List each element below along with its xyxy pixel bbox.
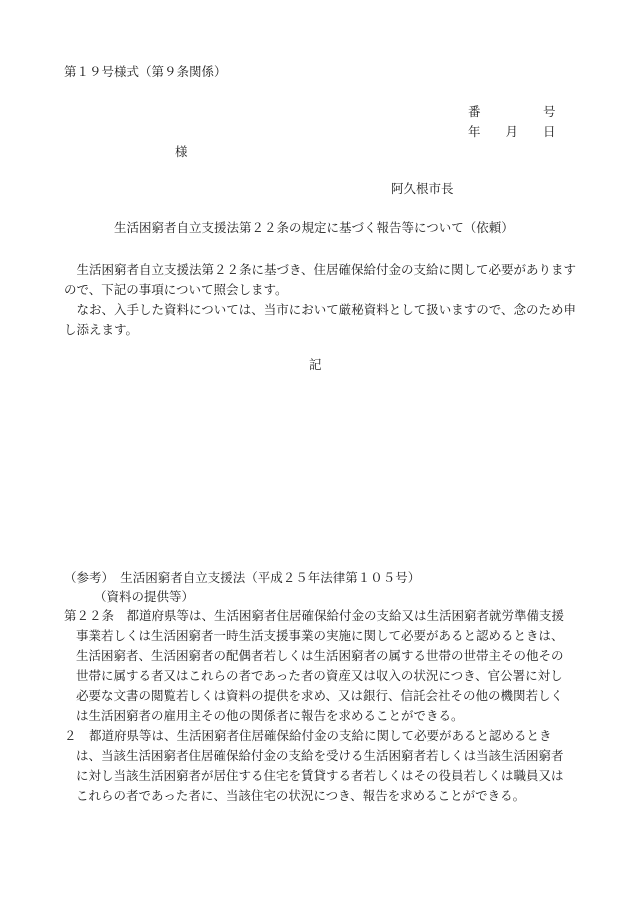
sender: 阿久根市長 [391, 181, 454, 196]
reference-heading: （参考） 生活困窮者自立支援法（平成２５年法律第１０５号） [64, 570, 421, 585]
article-22-paragraph-2: ２ 都道府県等は、生活困窮者住居確保給付金の支給に関して必要があると認めるときは、当該生活困窮者住居確保給付金の支給を受ける生活困窮者若しくは当該生活困窮者に対し当該生活困窮者が居住する住宅を賃貸する者若しくはその役員若しくは職員又はこれらの者であった者に、当該住宅の状況につき、報告を求めることができる。 [64, 728, 564, 803]
article-22: 第２２条 都道府県等は、生活困窮者住居確保給付金の支給又は生活困窮者就労準備支援事業若しくは生活困窮者一時生活支援事業の実施に関して必要があると認めるときは、生活困窮者、生活困窮者の配偶者若しくは生活困窮者の属する世帯の世帯主その他その世帯に属する者又はこれらの者であった者の資産又は収入の状況につき、官公署に対し必要な文書の閲覧若しくは資料の提供を求め、又は銀行、信託会社その他の機関若しくは生活困窮者の雇用主その他の関係者に報告を求めることができる。 [64, 608, 565, 723]
law-text [64, 606, 574, 806]
body-paragraph: 生活困窮者自立支援法第２２条に基づき、住居確保給付金の支給に関して必要がありますので、下記の事項について照会します。 [64, 262, 577, 297]
document-title: 生活困窮者自立支援法第２２条の規定に基づく報告等について（依頼） [114, 220, 514, 235]
article-caption: （資料の提供等） [94, 589, 195, 604]
body-text [64, 260, 576, 340]
body-paragraph: なお、入手した資料については、当市において厳秘資料として扱いますので、念のため申し添えます。 [64, 302, 577, 337]
form-number: 第１９号様式（第９条関係） [64, 64, 227, 79]
ki-heading: 記 [309, 357, 322, 372]
addressee: 様 [175, 144, 188, 159]
document-number-label: 番 号 [468, 104, 556, 119]
date-label: 年 月 日 [468, 124, 556, 139]
